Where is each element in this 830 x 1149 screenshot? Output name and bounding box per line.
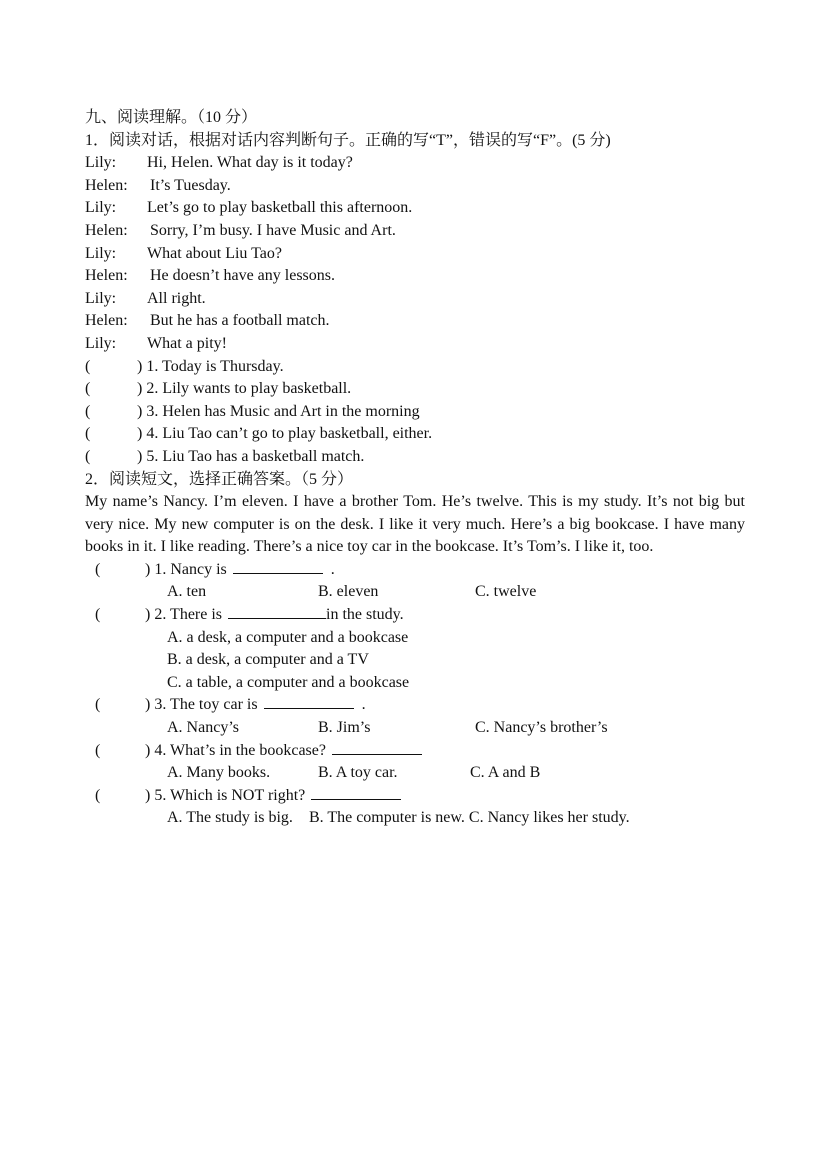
mc-question bbox=[85, 785, 745, 808]
speaker: Helen: bbox=[85, 221, 128, 239]
utterance: What a pity! bbox=[147, 334, 227, 352]
option-a: A. Many books. bbox=[167, 764, 271, 782]
answer-blank[interactable] bbox=[85, 423, 137, 446]
dialogue-line bbox=[85, 310, 745, 333]
option-b: B. eleven bbox=[318, 583, 379, 601]
paren-open: ( bbox=[85, 447, 91, 465]
speaker: Lily: bbox=[85, 289, 117, 307]
speaker: Helen: bbox=[85, 267, 128, 285]
paren-close: ) bbox=[145, 741, 151, 759]
question-tail: in the study. bbox=[326, 606, 404, 624]
dialogue-line bbox=[85, 333, 745, 356]
question-text: 5. Liu Tao has a basketball match. bbox=[146, 447, 365, 465]
option-c: C. Nancy’s brother’s bbox=[475, 719, 608, 737]
speaker: Lily: bbox=[85, 244, 117, 262]
answer-blank[interactable] bbox=[95, 740, 145, 763]
utterance: He doesn’t have any lessons. bbox=[150, 267, 335, 285]
mc-question bbox=[85, 740, 745, 763]
paren-open: ( bbox=[85, 402, 91, 420]
tf-question bbox=[85, 423, 745, 446]
options-row bbox=[85, 807, 745, 830]
tf-question bbox=[85, 356, 745, 379]
question-tail: . bbox=[330, 560, 335, 578]
option-a: A. a desk, a computer and a bookcase bbox=[167, 628, 409, 646]
answer-blank[interactable] bbox=[85, 401, 137, 424]
dialogue-line bbox=[85, 220, 745, 243]
speaker: Lily: bbox=[85, 334, 117, 352]
speaker: Lily: bbox=[85, 154, 117, 172]
paren-open: ( bbox=[95, 741, 101, 759]
answer-blank[interactable] bbox=[95, 604, 145, 627]
mc-question bbox=[85, 559, 745, 582]
answer-blank[interactable] bbox=[95, 694, 145, 717]
paren-close: ) bbox=[145, 606, 151, 624]
question-text: 3. Helen has Music and Art in the morning bbox=[146, 402, 420, 420]
speaker: Helen: bbox=[85, 312, 128, 330]
dialogue-line bbox=[85, 152, 745, 175]
fill-blank[interactable] bbox=[311, 785, 401, 800]
paren-open: ( bbox=[95, 560, 101, 578]
passage: My name’s Nancy. I’m eleven. I have a brother Tom. He’s twelve. This is my study. It’s not big but very nice. My new computer is on the desk. I like it very much. Here’s a big bookcase. I have many books in it. I like reading. There’s a nice toy car in the bookcase. It’s Tom’s. I like it, too. bbox=[85, 493, 745, 556]
answer-blank[interactable] bbox=[85, 356, 137, 379]
paren-open: ( bbox=[85, 357, 91, 375]
paren-close: ) bbox=[145, 786, 151, 804]
option-b: B. Jim’s bbox=[318, 719, 371, 737]
utterance: Let’s go to play basketball this afternoon. bbox=[147, 199, 413, 217]
question-text: 4. Liu Tao can’t go to play basketball, either. bbox=[146, 425, 433, 443]
question-text: 3. The toy car is bbox=[154, 696, 258, 714]
option-c: C. Nancy likes her study. bbox=[468, 809, 630, 827]
option-a: A. ten bbox=[167, 583, 207, 601]
dialogue-line bbox=[85, 288, 745, 311]
paren-close: ) bbox=[137, 402, 143, 420]
paren-close: ) bbox=[145, 560, 151, 578]
options-row bbox=[85, 762, 745, 785]
reading-comprehension-section bbox=[85, 107, 745, 830]
tf-question bbox=[85, 401, 745, 424]
question-text: 2. Lily wants to play basketball. bbox=[146, 380, 352, 398]
mc-question bbox=[85, 604, 745, 627]
question-text: 1. Today is Thursday. bbox=[146, 357, 284, 375]
utterance: But he has a football match. bbox=[150, 312, 330, 330]
question-text: 5. Which is NOT right? bbox=[154, 786, 306, 804]
true-false-questions bbox=[85, 356, 745, 469]
dialogue bbox=[85, 152, 745, 355]
tf-question bbox=[85, 446, 745, 469]
fill-blank[interactable] bbox=[264, 694, 354, 709]
dialogue-line bbox=[85, 243, 745, 266]
paren-close: ) bbox=[137, 447, 143, 465]
paren-close: ) bbox=[137, 380, 143, 398]
paren-open: ( bbox=[95, 606, 101, 624]
utterance: Sorry, I’m busy. I have Music and Art. bbox=[150, 221, 396, 239]
paren-close: ) bbox=[137, 357, 143, 375]
utterance: Hi, Helen. What day is it today? bbox=[147, 154, 353, 172]
option-a: A. The study is big. bbox=[167, 809, 293, 827]
dialogue-line bbox=[85, 265, 745, 288]
mc-question bbox=[85, 694, 745, 717]
options-row bbox=[85, 581, 745, 604]
fill-blank[interactable] bbox=[332, 740, 422, 755]
paren-open: ( bbox=[85, 425, 91, 443]
speaker: Helen: bbox=[85, 176, 128, 194]
speaker: Lily: bbox=[85, 199, 117, 217]
dialogue-line bbox=[85, 197, 745, 220]
fill-blank[interactable] bbox=[228, 604, 326, 619]
paren-close: ) bbox=[145, 696, 151, 714]
question-text: 4. What’s in the bookcase? bbox=[154, 741, 326, 759]
paren-close: ) bbox=[137, 425, 143, 443]
answer-blank[interactable] bbox=[95, 559, 145, 582]
paren-open: ( bbox=[95, 786, 101, 804]
question-text: 2. There is bbox=[154, 606, 223, 624]
part1-instruction: 1．阅读对话，根据对话内容判断句子。正确的写“T”，错误的写“F”。(5 分) bbox=[85, 131, 611, 149]
utterance: What about Liu Tao? bbox=[147, 244, 282, 262]
section-title: 九、阅读理解。（10 分） bbox=[85, 109, 258, 126]
dialogue-line bbox=[85, 175, 745, 198]
options-row bbox=[85, 717, 745, 740]
paren-open: ( bbox=[95, 696, 101, 714]
option-b: B. a desk, a computer and a TV bbox=[167, 651, 369, 669]
option-b: B. A toy car. bbox=[318, 764, 398, 782]
answer-blank[interactable] bbox=[95, 785, 145, 808]
utterance: It’s Tuesday. bbox=[150, 176, 231, 194]
question-text: 1. Nancy is bbox=[154, 560, 227, 578]
option-b: B. The computer is new. bbox=[308, 809, 465, 827]
question-tail: . bbox=[361, 696, 366, 714]
fill-blank[interactable] bbox=[233, 559, 323, 574]
utterance: All right. bbox=[147, 289, 206, 307]
answer-blank[interactable] bbox=[85, 446, 137, 469]
part2-instruction: 2．阅读短文，选择正确答案。（5 分） bbox=[85, 470, 354, 488]
option-c: C. A and B bbox=[470, 764, 541, 782]
option-c: C. twelve bbox=[475, 583, 537, 601]
paren-open: ( bbox=[85, 380, 91, 398]
tf-question bbox=[85, 378, 745, 401]
option-c: C. a table, a computer and a bookcase bbox=[167, 673, 410, 691]
option-a: A. Nancy’s bbox=[167, 719, 239, 737]
answer-blank[interactable] bbox=[85, 378, 137, 401]
